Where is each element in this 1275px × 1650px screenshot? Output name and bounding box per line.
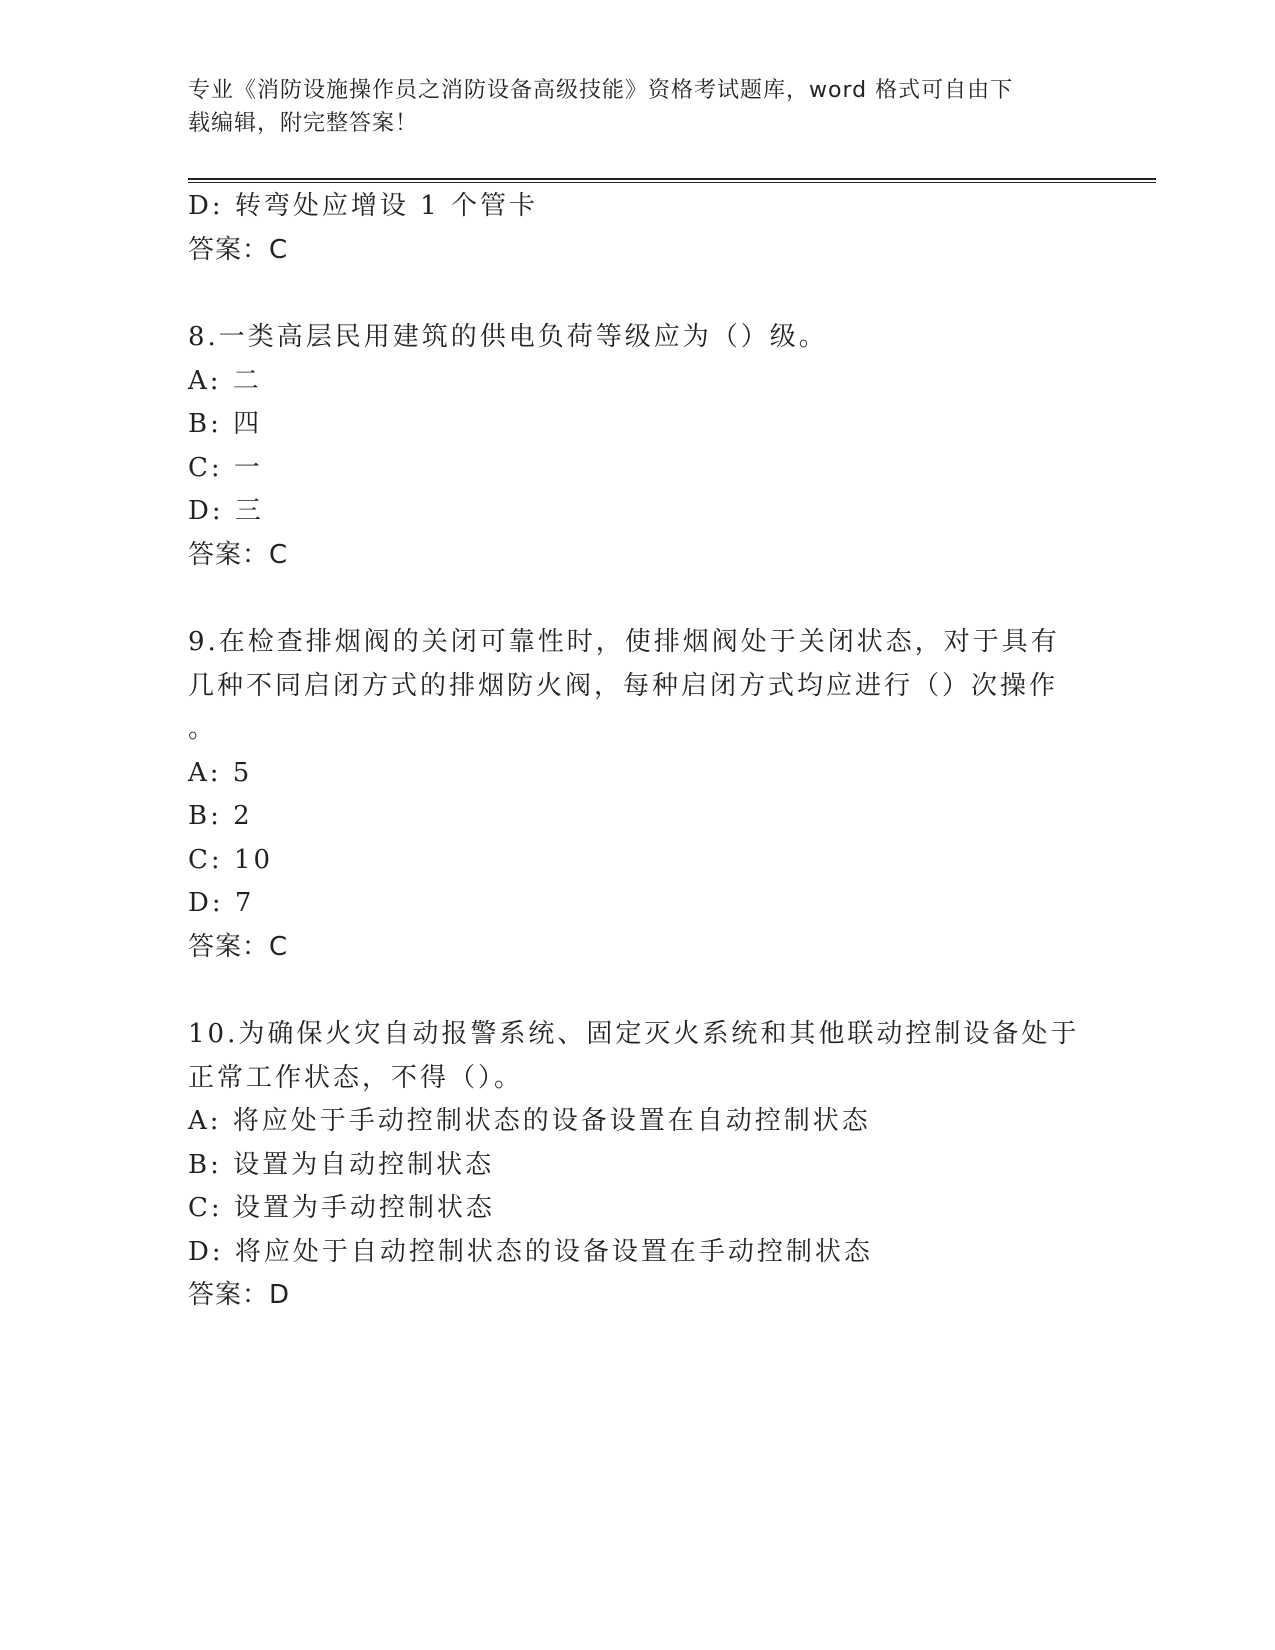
question-10-option-c: C: 设置为手动控制状态 <box>188 1193 495 1223</box>
question-9-option-a: A: 5 <box>188 758 253 788</box>
question-9-stem-line-3: 。 <box>188 714 218 744</box>
question-10-option-b: B: 设置为自动控制状态 <box>188 1150 495 1180</box>
question-10-stem-line-1: 10.为确保火灾自动报警系统、固定灭火系统和其他联动控制设备处于 <box>188 1019 1080 1049</box>
question-10-option-a: A: 将应处于手动控制状态的设备设置在自动控制状态 <box>188 1106 871 1136</box>
question-9-stem-line-2: 几种不同启闭方式的排烟防火阀，每种启闭方式均应进行（）次操作 <box>188 671 1059 701</box>
header-line-2: 载编辑，附完整答案！ <box>188 111 419 136</box>
question-10-option-d: D: 将应处于自动控制状态的设备设置在手动控制状态 <box>188 1237 873 1267</box>
header-line-1: 专业《消防设施操作员之消防设备高级技能》资格考试题库，word 格式可自由下 <box>188 78 1014 103</box>
question-9-stem-line-1: 9.在检查排烟阀的关闭可靠性时，使排烟阀处于关闭状态，对于具有 <box>188 627 1060 657</box>
question-8-answer: 答案：C <box>188 540 289 570</box>
option-d: D: 转弯处应增设 1 个管卡 <box>188 191 538 221</box>
question-8-option-b: B: 四 <box>188 409 263 439</box>
question-8-option-a: A: 二 <box>188 366 262 396</box>
question-10-stem-line-2: 正常工作状态，不得（）。 <box>188 1063 524 1093</box>
question-9-option-b: B: 2 <box>188 801 253 831</box>
question-10-answer: 答案：D <box>188 1280 291 1310</box>
answer-label: 答案：C <box>188 235 289 265</box>
page-header <box>188 74 1088 140</box>
question-9-option-d: D: 7 <box>188 888 255 918</box>
question-9-option-c: C: 10 <box>188 845 274 875</box>
header-divider <box>188 178 1156 183</box>
question-8-stem: 8.一类高层民用建筑的供电负荷等级应为（）级。 <box>188 322 828 352</box>
question-8-option-c: C: 一 <box>188 453 263 483</box>
question-9-answer: 答案：C <box>188 932 289 962</box>
question-8-option-d: D: 三 <box>188 496 264 526</box>
